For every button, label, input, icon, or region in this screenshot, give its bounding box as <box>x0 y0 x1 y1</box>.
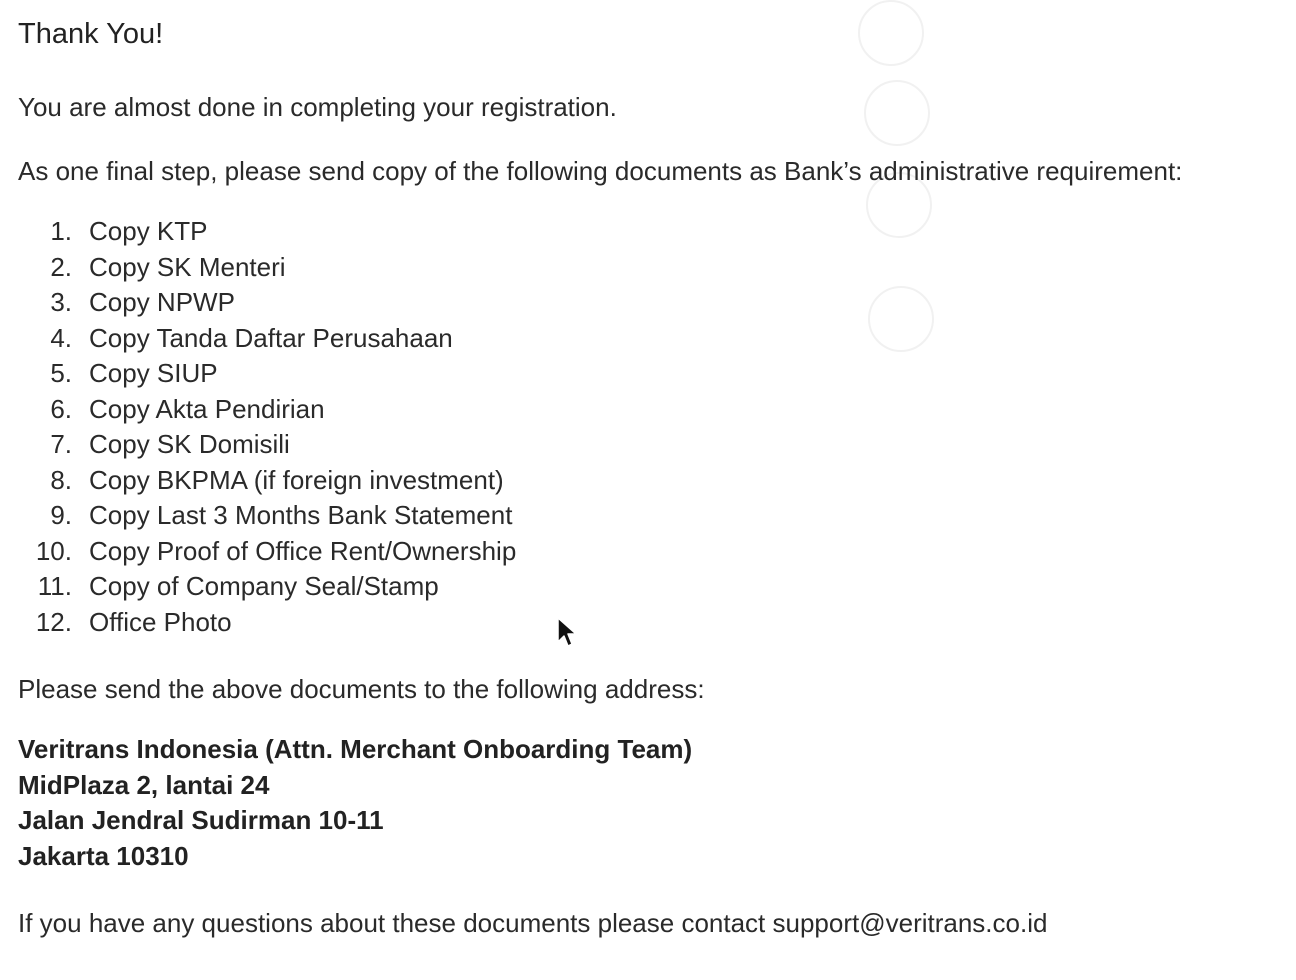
list-item-number: 5. <box>50 358 72 388</box>
address-line-building: MidPlaza 2, lantai 24 <box>18 769 270 800</box>
list-item-label: Office Photo <box>89 606 232 637</box>
list-item-label: Copy BKPMA (if foreign investment) <box>89 464 504 495</box>
list-item-number: 10. <box>35 535 72 566</box>
list-item-label: Copy of Company Seal/Stamp <box>89 571 439 601</box>
contact-text: If you have any questions about these documents please contact support@veritrans.co.id <box>18 908 1048 938</box>
background-circle-icon <box>864 80 930 146</box>
background-circle-icon <box>868 286 934 352</box>
page-title: Thank You! <box>18 18 164 50</box>
intro-text: You are almost done in completing your registration. <box>18 92 617 122</box>
list-item-label: Copy Akta Pendirian <box>89 393 325 424</box>
list-item-label: Copy Last 3 Months Bank Statement <box>89 500 513 530</box>
list-item-number: 11. <box>37 571 72 601</box>
mailing-address <box>18 734 692 876</box>
list-item-number: 1. <box>50 216 72 246</box>
list-item-label: Copy SK Domisili <box>89 429 290 459</box>
background-circle-icon <box>858 0 924 66</box>
list-item-number: 3. <box>50 287 72 317</box>
list-item-number: 8. <box>50 464 72 495</box>
list-item-label: Copy SK Menteri <box>89 251 286 282</box>
instruction-text: As one final step, please send copy of the following documents as Bank’s administrative requirement: <box>18 156 1183 186</box>
address-line-city: Jakarta 10310 <box>18 840 189 871</box>
list-item-number: 9. <box>50 500 72 530</box>
list-item-number: 12. <box>35 606 72 637</box>
address-line-recipient: Veritrans Indonesia (Attn. Merchant Onboarding Team) <box>18 734 693 764</box>
send-instruction-text: Please send the above documents to the following address: <box>18 674 705 704</box>
list-item-label: Copy KTP <box>89 216 208 246</box>
list-item-number: 6. <box>50 393 72 424</box>
list-item-number: 4. <box>50 322 72 353</box>
list-item-label: Copy Tanda Daftar Perusahaan <box>89 322 453 353</box>
list-item-number: 7. <box>50 429 72 459</box>
list-item-label: Copy Proof of Office Rent/Ownership <box>89 535 517 566</box>
list-item-number: 2. <box>50 251 72 282</box>
address-line-street: Jalan Jendral Sudirman 10-11 <box>18 805 384 835</box>
list-item-label: Copy SIUP <box>89 358 218 388</box>
cursor-arrow-icon <box>556 616 578 650</box>
list-item-label: Copy NPWP <box>89 287 235 317</box>
